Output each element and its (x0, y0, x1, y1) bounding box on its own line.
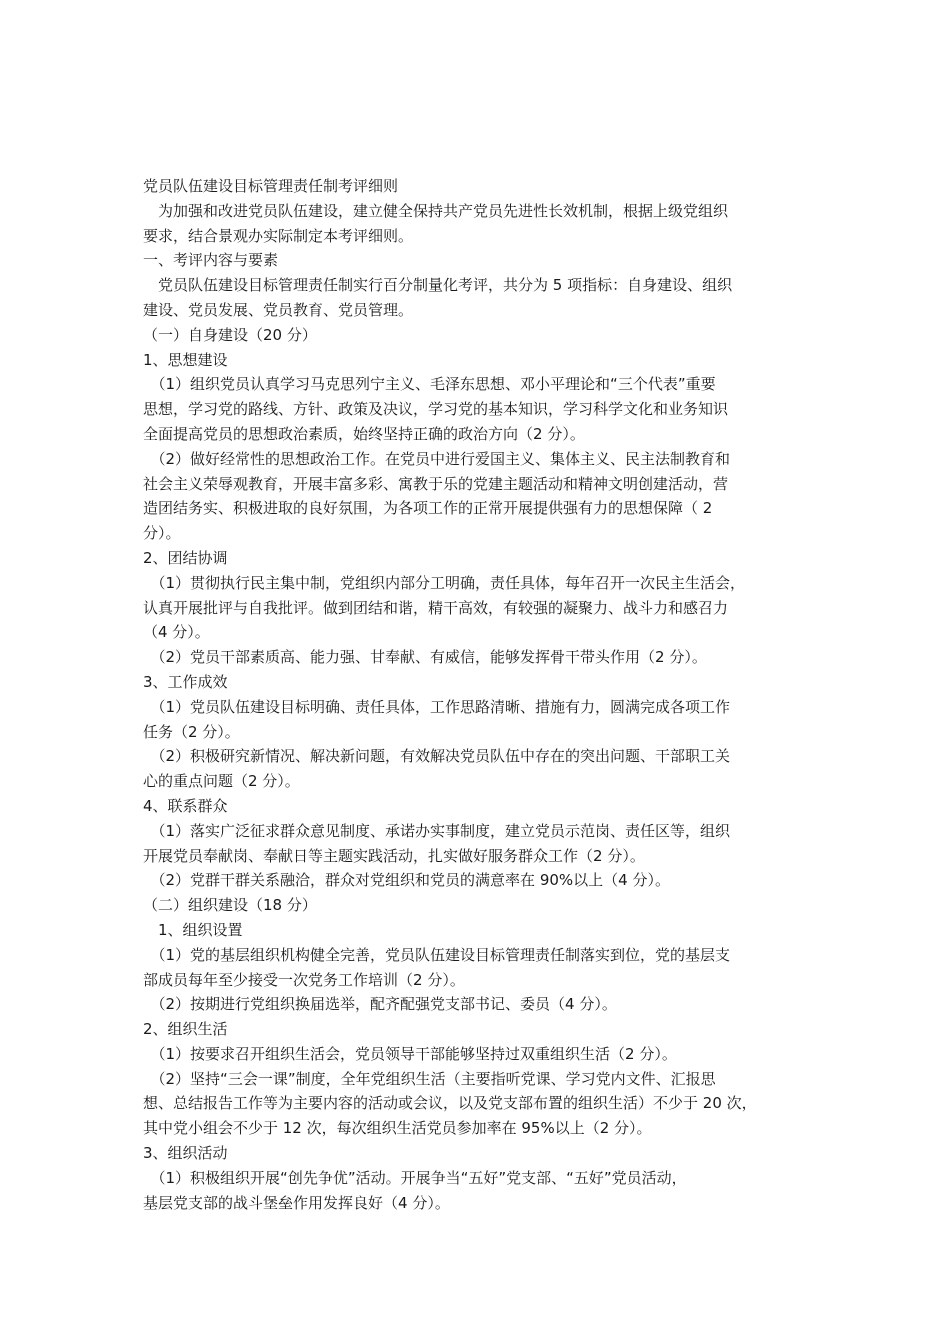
text-line: 1、思想建设 (143, 350, 228, 369)
text-line: 2、组织生活 (143, 1020, 228, 1039)
text-line: （1）落实广泛征求群众意见制度、承诺办实事制度，建立党员示范岗、责任区等，组织 (143, 821, 731, 840)
text-line: 3、工作成效 (143, 672, 228, 691)
text-line: （2）坚持“三会一课”制度，全年党组织生活（主要指听党课、学习党内文件、汇报思 (143, 1069, 716, 1088)
text-line: 其中党小组会不少于 12 次，每次组织生活党员参加率在 95%以上（2 分）。 (143, 1119, 652, 1138)
text-line: 部成员每年至少接受一次党务工作培训（2 分）。 (143, 970, 465, 989)
text-line: （2）党员干部素质高、能力强、甘奉献、有威信，能够发挥骨干带头作用（2 分）。 (143, 648, 707, 667)
text-line: （1）积极组织开展“创先争优”活动。开展争当“五好”党支部、“五好”党员活动， (143, 1168, 687, 1187)
text-line: 社会主义荣辱观教育，开展丰富多彩、寓教于乐的党建主题活动和精神文明创建活动，营 (143, 474, 729, 493)
text-line: （4 分）。 (143, 623, 210, 642)
text-line: 3、组织活动 (143, 1144, 228, 1163)
text-line: 开展党员奉献岗、奉献日等主题实践活动，扎实做好服务群众工作（2 分）。 (143, 846, 645, 865)
text-line: （1）党员队伍建设目标明确、责任具体，工作思路清晰、措施有力，圆满完成各项工作 (143, 697, 731, 716)
text-line: 1、组织设置 (143, 920, 243, 939)
text-line: （2）积极研究新情况、解决新问题，有效解决党员队伍中存在的突出问题、干部职工关 (143, 747, 731, 766)
text-line: 党员队伍建设目标管理责任制实行百分制量化考评，共分为 5 项指标：自身建设、组织 (143, 276, 733, 295)
text-line: 心的重点问题（2 分）。 (143, 772, 300, 791)
text-line: 全面提高党员的思想政治素质，始终坚持正确的政治方向（2 分）。 (143, 424, 585, 443)
text-line: （一）自身建设（20 分） (143, 325, 317, 344)
text-line: （1）按要求召开组织生活会，党员领导干部能够坚持过双重组织生活（2 分）。 (143, 1044, 677, 1063)
text-line: 想、总结报告工作等为主要内容的活动或会议，以及党支部布置的组织生活）不少于 20 次， (143, 1094, 757, 1113)
text-line: （1）党的基层组织机构健全完善，党员队伍建设目标管理责任制落实到位，党的基层支 (143, 945, 731, 964)
text-line: 4、联系群众 (143, 796, 228, 815)
text-line: 为加强和改进党员队伍建设，建立健全保持共产党员先进性长效机制，根据上级党组织 (143, 201, 729, 220)
text-line: （1）贯彻执行民主集中制，党组织内部分工明确，责任具体，每年召开一次民主生活会， (143, 573, 746, 592)
text-line: 任务（2 分）。 (143, 722, 240, 741)
text-line: （1）组织党员认真学习马克思列宁主义、毛泽东思想、邓小平理论和“三个代表”重要 (143, 375, 716, 394)
document-title: 党员队伍建设目标管理责任制考评细则 (143, 177, 399, 195)
text-line: 2、团结协调 (143, 548, 228, 567)
text-line: （2）按期进行党组织换届选举，配齐配强党支部书记、委员（4 分）。 (143, 995, 617, 1014)
text-line: 要求，结合景观办实际制定本考评细则。 (143, 226, 414, 245)
text-line: 建设、党员发展、党员教育、党员管理。 (143, 300, 414, 319)
text-line: 认真开展批评与自我批评。做到团结和谐，精干高效，有较强的凝聚力、战斗力和感召力 (143, 598, 729, 617)
document-body (143, 174, 811, 1215)
text-line: （2）做好经常性的思想政治工作。在党员中进行爱国主义、集体主义、民主法制教育和 (143, 449, 731, 468)
text-line: （2）党群干群关系融洽，群众对党组织和党员的满意率在 90%以上（4 分）。 (143, 871, 670, 890)
text-line: （二）组织建设（18 分） (143, 896, 317, 915)
text-line: 造团结务实、积极进取的良好氛围，为各项工作的正常开展提供强有力的思想保障（ 2 (143, 499, 713, 518)
text-line: 分）。 (143, 524, 181, 543)
text-line: 基层党支部的战斗堡垒作用发挥良好（4 分）。 (143, 1193, 450, 1212)
text-line: 一、考评内容与要素 (143, 251, 279, 270)
text-line: 思想，学习党的路线、方针、政策及决议，学习党的基本知识，学习科学文化和业务知识 (143, 400, 729, 419)
